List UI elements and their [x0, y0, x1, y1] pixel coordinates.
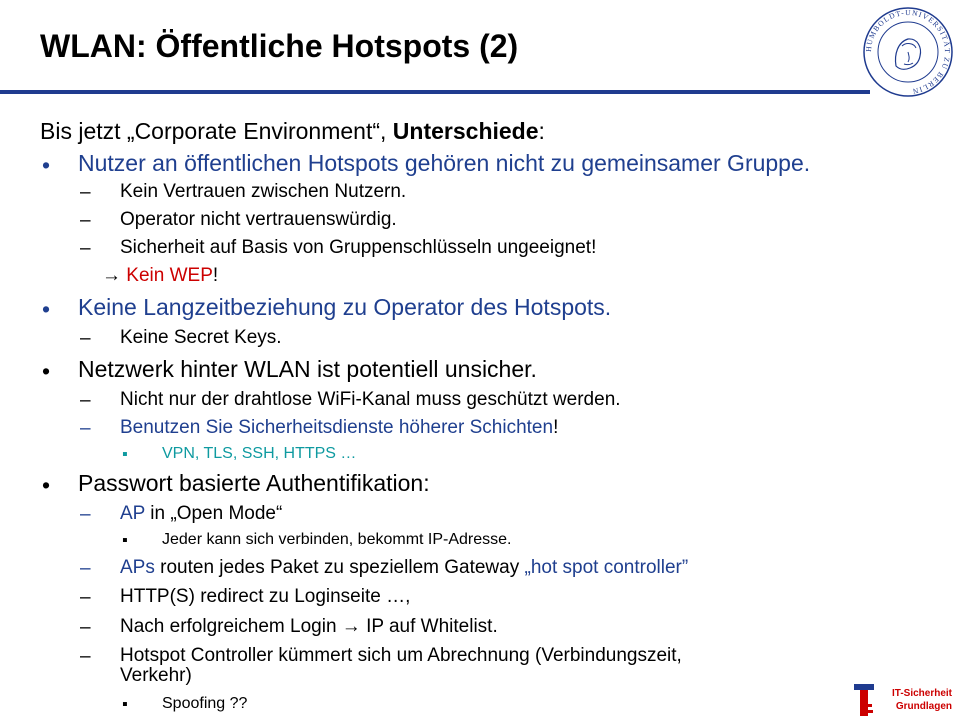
dash-marker: – — [80, 558, 91, 579]
bullet-4-text: Passwort basierte Authentifikation: — [78, 470, 430, 496]
university-seal-logo — [858, 2, 958, 102]
bullet-3-text: Netzwerk hinter WLAN ist potentiell unsicher. — [78, 356, 537, 382]
bullet-4-1-1-text: Jeder kann sich verbinden, bekommt IP-Adresse. — [162, 531, 512, 548]
bullet-marker: • — [42, 358, 51, 384]
bullet-4-5-text-line1: Hotspot Controller kümmert sich um Abrechnung (Verbindungszeit, — [120, 645, 682, 666]
dash-marker: – — [80, 210, 91, 231]
dash-marker: – — [80, 418, 91, 439]
arrow-right-icon: → — [102, 265, 121, 286]
dash-marker: – — [80, 328, 91, 349]
bullet-marker: • — [42, 296, 51, 322]
key-logo-icon — [852, 684, 876, 718]
bullet-3-2-1-text: VPN, TLS, SSH, HTTPS … — [162, 445, 357, 462]
bullet-4-1-line: AP in „Open Mode“ — [120, 503, 283, 524]
bullet-3-2-line: Benutzen Sie Sicherheitsdienste höherer Schichten! — [120, 417, 559, 438]
bullet-1-4-line: → Kein WEP! — [102, 265, 219, 286]
intro-line: Bis jetzt „Corporate Environment“, Unterschiede: — [40, 118, 545, 144]
bullet-1-3-text: Sicherheit auf Basis von Gruppenschlüsseln ungeeignet! — [120, 237, 597, 258]
dash-marker: – — [80, 182, 91, 203]
dash-marker: – — [80, 238, 91, 259]
square-bullet-icon: ▪ — [122, 446, 128, 463]
footer-label: IT-Sicherheit Grundlagen — [891, 688, 952, 712]
bullet-1-text: Nutzer an öffentlichen Hotspots gehören nicht zu gemeinsamer Gruppe. — [78, 150, 811, 176]
dash-marker: – — [80, 390, 91, 411]
bullet-3-1-text: Nicht nur der drahtlose WiFi-Kanal muss geschützt werden. — [120, 389, 621, 410]
dash-marker: – — [80, 587, 91, 608]
bullet-4-5-1-text: Spoofing ?? — [162, 695, 248, 712]
bullet-2-1-text: Keine Secret Keys. — [120, 327, 282, 348]
bullet-marker: • — [42, 152, 51, 178]
dash-marker: – — [80, 504, 91, 525]
svg-text:HUMBOLDT-UNIVERSITÄT ZU BERLIN: HUMBOLDT-UNIVERSITÄT ZU BERLIN — [863, 7, 953, 96]
bullet-marker: • — [42, 472, 51, 498]
bullet-4-2-line: APs routen jedes Paket zu speziellem Gateway „hot spot controller” — [120, 557, 689, 578]
title-rule — [0, 90, 870, 94]
arrow-right-icon: → — [341, 616, 361, 637]
square-bullet-icon: ▪ — [122, 532, 128, 549]
bullet-2-text: Keine Langzeitbeziehung zu Operator des Hotspots. — [78, 294, 612, 320]
square-bullet-icon: ▪ — [122, 696, 128, 713]
bullet-4-4-line: Nach erfolgreichem Login → IP auf Whitelist. — [120, 616, 498, 637]
bullet-1-2-text: Operator nicht vertrauenswürdig. — [120, 209, 397, 230]
bullet-4-5-text-line2: Verkehr) — [120, 665, 192, 686]
bullet-4-3-text: HTTP(S) redirect zu Loginseite …, — [120, 586, 411, 607]
slide-title: WLAN: Öffentliche Hotspots (2) — [40, 28, 519, 64]
dash-marker: – — [80, 617, 91, 638]
bullet-1-1-text: Kein Vertrauen zwischen Nutzern. — [120, 181, 407, 202]
dash-marker: – — [80, 646, 91, 667]
